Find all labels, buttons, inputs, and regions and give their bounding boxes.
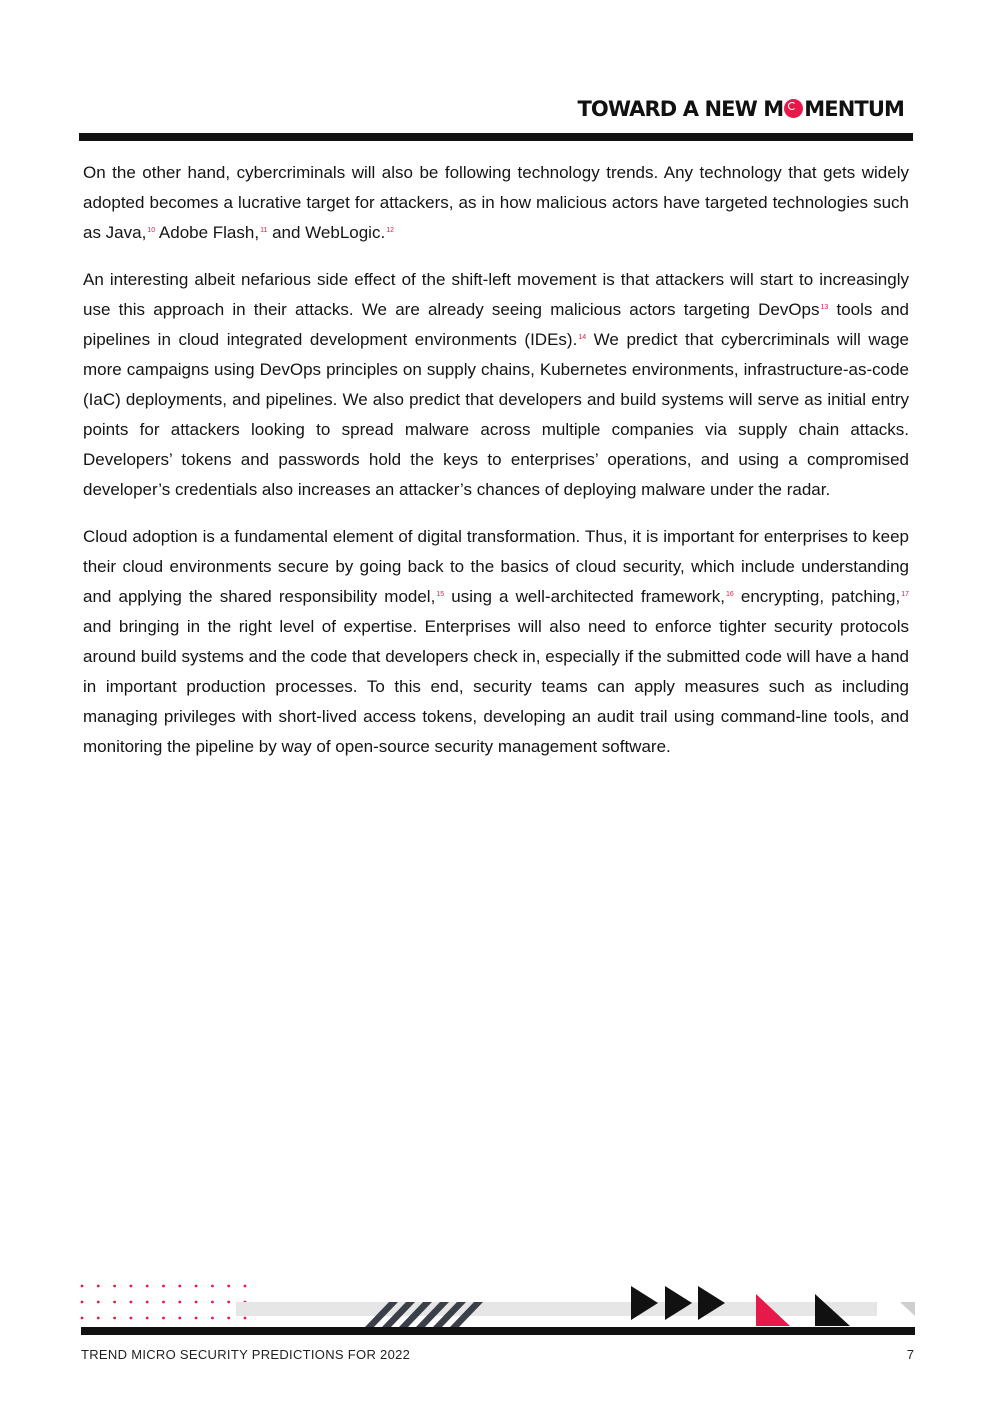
red-dot bbox=[130, 1317, 133, 1320]
footer-report-title: TREND MICRO SECURITY PREDICTIONS FOR 2022 bbox=[81, 1347, 411, 1362]
paragraph-text: We predict that cybercriminals will wage more campaigns using DevOps principles on supply chains, Kubernetes environments, infrastructure-as-code (IaC) deployments, and pipelines. We also predict that developers and build systems will serve as initial entry points for attackers looking to spread malware across multiple companies via supply chain attacks. Developers’ tokens and passwords hold the keys to enterprises’ operations, and using a compromised developer’s credentials also increases an attacker’s chances of deploying malware under the radar. bbox=[83, 330, 909, 499]
red-dot bbox=[195, 1285, 198, 1288]
paragraph-text: using a well-architected framework, bbox=[444, 587, 725, 606]
red-dot bbox=[211, 1317, 214, 1320]
red-dot bbox=[162, 1301, 165, 1304]
red-dot bbox=[146, 1301, 149, 1304]
red-dot bbox=[81, 1317, 84, 1320]
red-dot bbox=[146, 1285, 149, 1288]
red-dot bbox=[81, 1301, 84, 1304]
red-dot bbox=[244, 1317, 247, 1320]
paragraph-text: Cloud adoption is a fundamental element of digital transformation. Thus, it is important for enterprises to keep their cloud environments secure by going back to the basics of cloud security, which include understanding and applying the shared responsibility model, bbox=[83, 527, 909, 606]
red-dot bbox=[113, 1301, 116, 1304]
footnote-ref-10[interactable]: 10 bbox=[147, 227, 156, 234]
red-dot bbox=[162, 1317, 165, 1320]
red-dot bbox=[244, 1285, 247, 1288]
header-rule bbox=[79, 133, 913, 141]
red-dot bbox=[130, 1301, 133, 1304]
red-dot bbox=[162, 1285, 165, 1288]
footnote-ref-17[interactable]: 17 bbox=[901, 591, 909, 598]
header-title-part1: TOWARD A NEW M bbox=[577, 97, 784, 121]
footnote-ref-11[interactable]: 11 bbox=[260, 227, 268, 234]
paragraph-text: and bringing in the right level of expertise. Enterprises will also need to enforce tighter security protocols around build systems and the code that developers check in, especially if the submitted code will have a hand in important production processes. To this end, security teams can apply measures such as including managing privileges with short-lived access tokens, developing an audit trail using command-line tools, and monitoring the pipeline by way of open-source security management software. bbox=[83, 617, 909, 756]
red-dot bbox=[227, 1317, 230, 1320]
paragraph-2 bbox=[83, 265, 909, 505]
red-dot bbox=[211, 1301, 214, 1304]
footer-decoration bbox=[0, 1278, 992, 1340]
paragraph-1 bbox=[83, 158, 909, 248]
red-dot bbox=[195, 1317, 198, 1320]
momentum-o-logo-icon bbox=[784, 99, 803, 118]
red-dot bbox=[97, 1285, 100, 1288]
red-dot-grid bbox=[81, 1285, 247, 1320]
body-content bbox=[83, 158, 909, 779]
red-dot bbox=[178, 1285, 181, 1288]
red-dot bbox=[211, 1285, 214, 1288]
footnote-ref-13[interactable]: 13 bbox=[820, 304, 829, 311]
red-dot bbox=[178, 1317, 181, 1320]
red-dot bbox=[227, 1285, 230, 1288]
red-dot bbox=[130, 1285, 133, 1288]
red-dot bbox=[97, 1301, 100, 1304]
footnote-ref-16[interactable]: 16 bbox=[725, 591, 734, 598]
paragraph-3 bbox=[83, 522, 909, 762]
footer-rule bbox=[81, 1327, 915, 1335]
header-title bbox=[577, 96, 904, 122]
red-dot bbox=[195, 1301, 198, 1304]
red-dot bbox=[113, 1285, 116, 1288]
paragraph-text: encrypting, patching, bbox=[733, 587, 901, 606]
red-dot bbox=[97, 1317, 100, 1320]
red-dot bbox=[227, 1301, 230, 1304]
paragraph-text: An interesting albeit nefarious side effect of the shift-left movement is that attackers will start to increasingly use this approach in their attacks. We are already seeing malicious actors targeting DevOps bbox=[83, 270, 909, 319]
paragraph-text: and WebLogic. bbox=[267, 223, 386, 242]
page-number: 7 bbox=[906, 1347, 914, 1362]
header-title-part2: MENTUM bbox=[804, 97, 904, 121]
paragraph-text: On the other hand, cybercriminals will also be following technology trends. Any technology that gets widely adopted becomes a lucrative target for attackers, as in how malicious actors have targeted technologies such as Java, bbox=[83, 163, 909, 242]
red-dot bbox=[113, 1317, 116, 1320]
red-dot bbox=[178, 1301, 181, 1304]
paragraph-text: tools and pipelines in cloud integrated development environments (IDEs). bbox=[83, 300, 909, 349]
footnote-ref-15[interactable]: 15 bbox=[436, 591, 445, 598]
red-dot bbox=[81, 1285, 84, 1288]
red-dot bbox=[146, 1317, 149, 1320]
footnote-ref-12[interactable]: 12 bbox=[386, 227, 394, 234]
footnote-ref-14[interactable]: 14 bbox=[578, 334, 587, 341]
paragraph-text: Adobe Flash, bbox=[155, 223, 260, 242]
